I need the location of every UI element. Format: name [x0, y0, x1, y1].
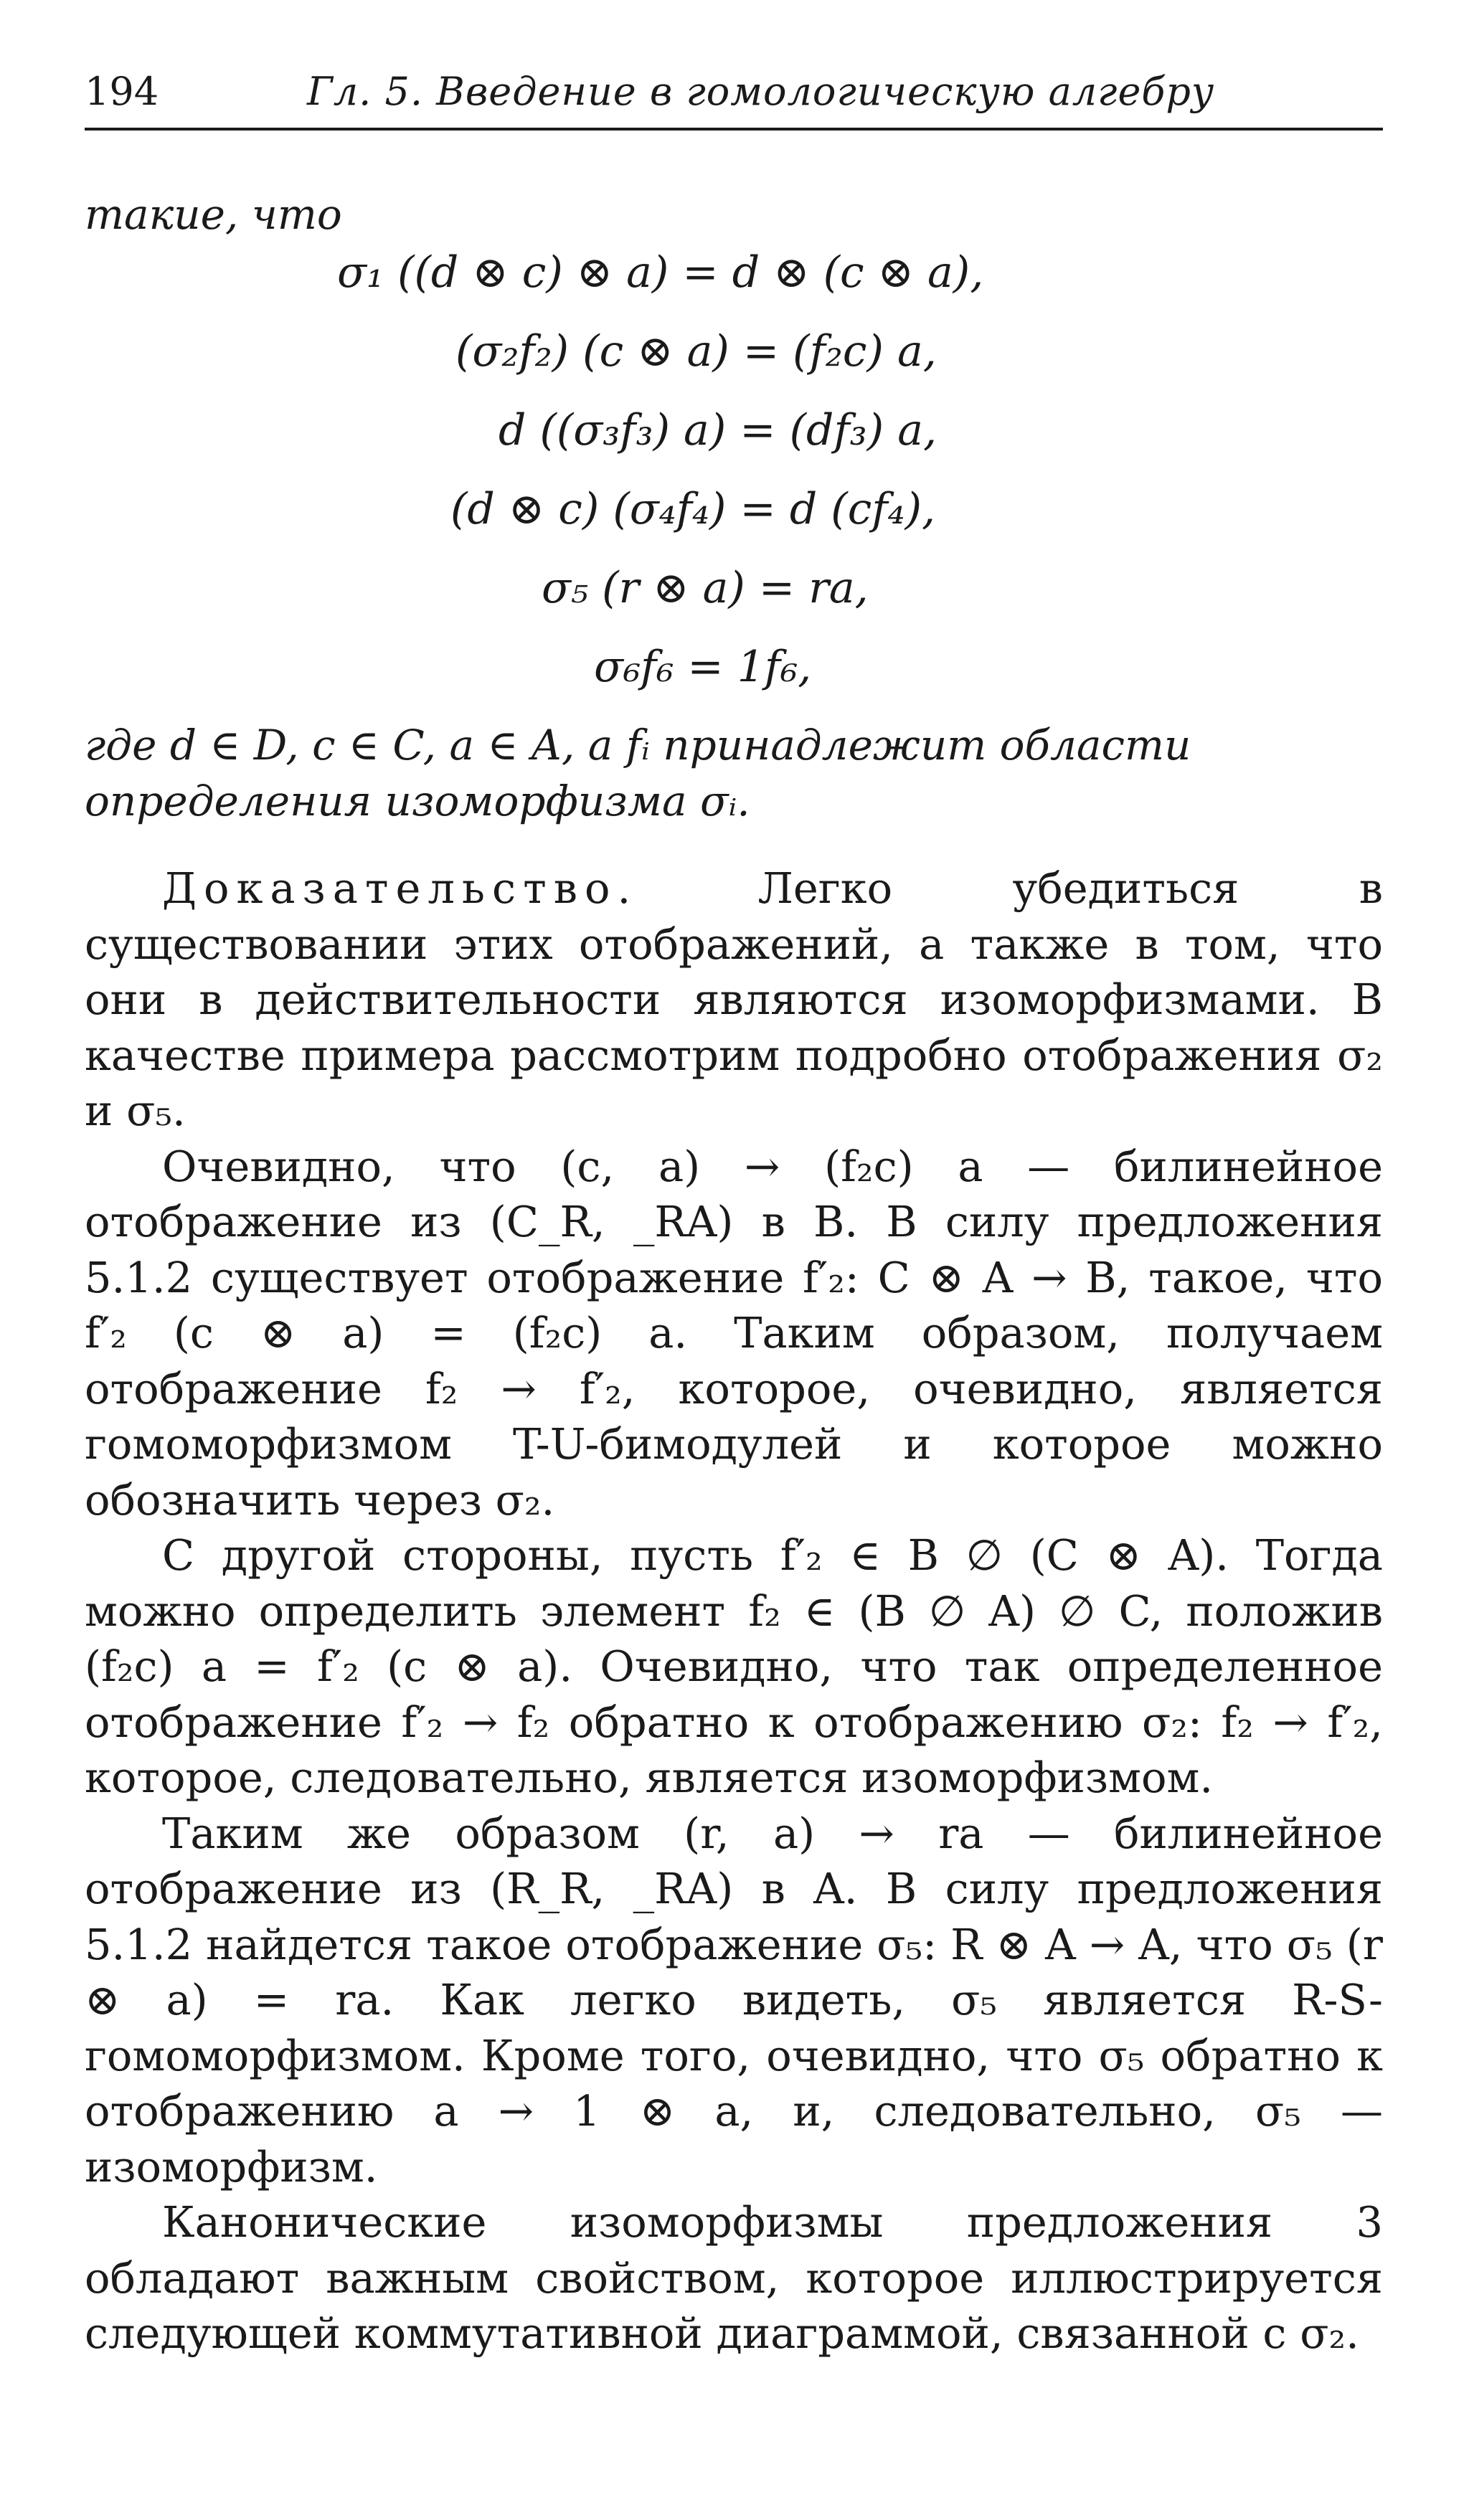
page-number: 194 — [85, 69, 159, 114]
proof-paragraph-5: Канонические изоморфизмы предложения 3 обладают важным свойством, которое иллюстрируется следующей коммутативной диаграммой, связанной с σ₂. — [85, 2197, 1383, 2358]
lead-in-text: такие, что — [85, 190, 342, 239]
header-rule — [85, 128, 1383, 131]
equation-5: σ₅ (r ⊗ a) = ra, — [542, 563, 869, 613]
equation-2: (σ₂f₂) (c ⊗ a) = (f₂c) a, — [455, 326, 937, 376]
running-title: Гл. 5. Введение в гомологическую алгебру — [307, 69, 1215, 114]
equation-6: σ₆f₆ = 1f₆, — [594, 642, 812, 692]
proof-body — [85, 861, 1383, 2362]
proof-paragraph-3: С другой стороны, пусть f′₂ ∈ B ∅ (C ⊗ A). Тогда можно определить элемент f₂ ∈ (B ∅ A) ∅ C, положив (f₂c) a = f′₂ (c ⊗ a). Очевидно, что так определенное отображение f′₂ → f₂ обратно к отображению σ₂: f₂ → f′₂, которое, следовательно, является изоморфизмом. — [85, 1530, 1383, 1802]
proof-paragraph-1-text: Легко убедиться в существовании этих отображений, а также в том, что они в действительности являются изоморфизмами. В качестве примера рассмотрим подробно отображения σ₂ и σ₅. — [85, 863, 1383, 1135]
proof-heading: Доказательство. — [162, 863, 638, 913]
equation-3: d ((σ₃f₃) a) = (df₃) a, — [499, 405, 937, 455]
where-clause — [85, 717, 1383, 829]
equation-1: σ₁ ((d ⊗ c) ⊗ a) = d ⊗ (c ⊗ a), — [337, 247, 984, 298]
running-header — [85, 63, 1383, 120]
proof-paragraph-1 — [85, 861, 1383, 1139]
proof-paragraph-2: Очевидно, что (c, a) → (f₂c) a — билинейное отображение из (C_R, _RA) в B. В силу предложения 5.1.2 существует отображение f′₂: C ⊗ A → B, такое, что f′₂ (c ⊗ a) = (f₂c) a. Таким образом, получаем отображение f₂ → f′₂, которое, очевидно, является гомоморфизмом T-U-бимодулей и которое можно обозначить через σ₂. — [85, 1141, 1383, 1525]
proof-paragraph-4: Таким же образом (r, a) → ra — билинейное отображение из (R_R, _RA) в A. В силу предложения 5.1.2 найдется такое отображение σ₅: R ⊗ A → A, что σ₅ (r ⊗ a) = ra. Как легко видеть, σ₅ является R-S-гомоморфизмом. Кроме того, очевидно, что σ₅ обратно к отображению a → 1 ⊗ a, и, следовательно, σ₅ — изоморфизм. — [85, 1808, 1383, 2192]
where-line-1: где d ∈ D, c ∈ C, a ∈ A, а fᵢ принадлежит области — [85, 721, 1191, 769]
where-line-2: определения изоморфизма σᵢ. — [85, 777, 750, 825]
equation-4: (d ⊗ c) (σ₄f₄) = d (cf₄), — [450, 484, 936, 534]
